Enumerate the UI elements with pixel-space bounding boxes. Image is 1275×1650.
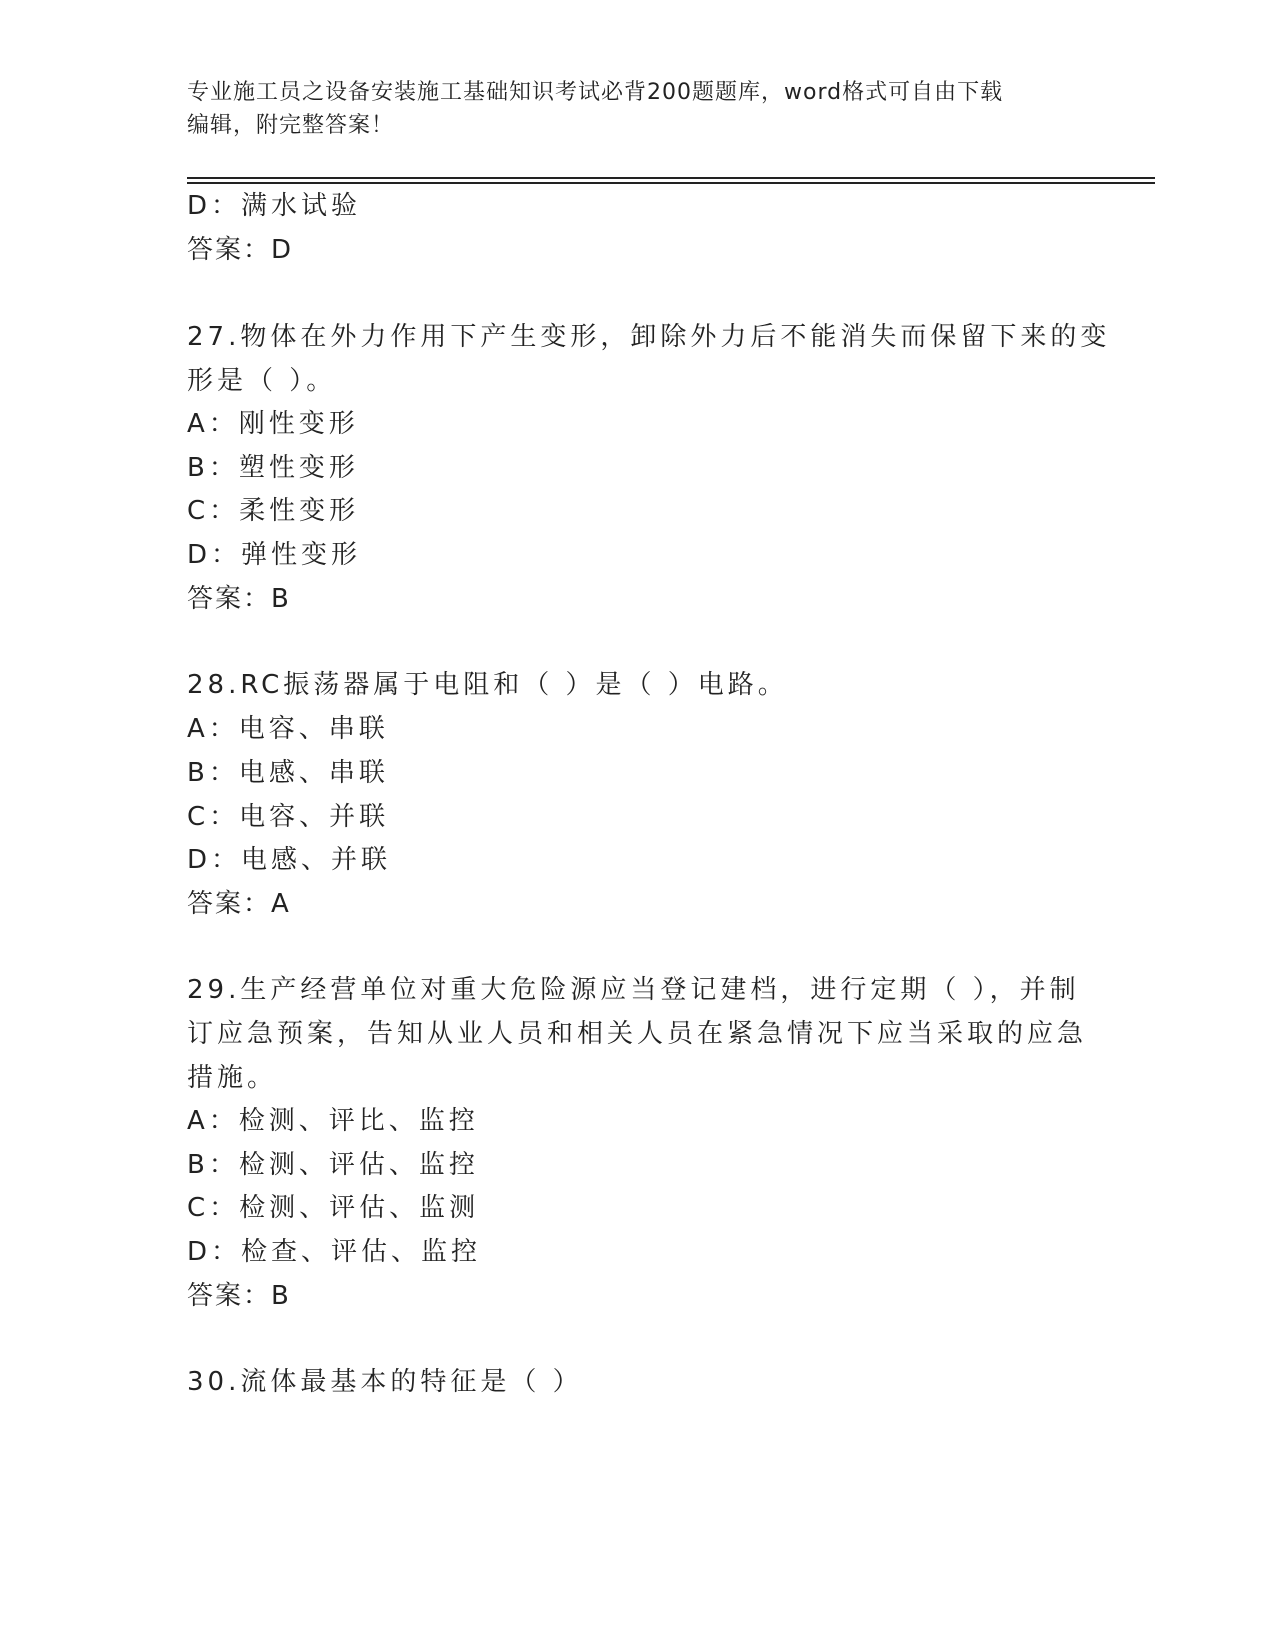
q30-stem: 30.流体最基本的特征是（ ） <box>187 1367 583 1397</box>
q28-answer: 答案：A <box>187 889 291 919</box>
q28-option-b: B：电感、串联 <box>187 758 389 788</box>
q27-option-c: C：柔性变形 <box>187 496 360 526</box>
q29-stem-line-2: 订应急预案，告知从业人员和相关人员在紧急情况下应当采取的应急 <box>187 1019 1088 1049</box>
q29-answer: 答案：B <box>187 1281 291 1311</box>
q29-stem-line-1: 29.生产经营单位对重大危险源应当登记建档，进行定期（ ），并制 <box>187 975 1080 1005</box>
q27-answer: 答案：B <box>187 584 291 614</box>
q29-option-b: B：检测、评估、监控 <box>187 1150 479 1180</box>
q28-stem: 28.RC振荡器属于电阻和（ ）是（ ）电路。 <box>187 670 788 700</box>
q27-option-b: B：塑性变形 <box>187 453 359 483</box>
q27-option-d: D：弹性变形 <box>187 540 362 570</box>
q29-stem-line-3: 措施。 <box>187 1063 278 1093</box>
q29-option-d: D：检查、评估、监控 <box>187 1237 482 1267</box>
q26-option-d: D：满水试验 <box>187 191 362 221</box>
header-line-1: 专业施工员之设备安装施工基础知识考试必背200题题库，word格式可自由下载 <box>187 80 1004 105</box>
header-line-2: 编辑，附完整答案！ <box>187 113 395 138</box>
q29-option-a: A：检测、评比、监控 <box>187 1106 479 1136</box>
header-divider-top <box>187 177 1155 179</box>
document-header <box>187 76 1067 142</box>
q28-option-c: C：电容、并联 <box>187 802 390 832</box>
q26-answer: 答案：D <box>187 235 294 265</box>
q28-option-d: D：电感、并联 <box>187 845 392 875</box>
q29-option-c: C：检测、评估、监测 <box>187 1193 480 1223</box>
q27-option-a: A：刚性变形 <box>187 409 359 439</box>
q27-stem-line-2: 形是（ ）。 <box>187 366 337 396</box>
q27-stem-line-1: 27.物体在外力作用下产生变形，卸除外力后不能消失而保留下来的变 <box>187 322 1111 352</box>
q28-option-a: A：电容、串联 <box>187 714 389 744</box>
